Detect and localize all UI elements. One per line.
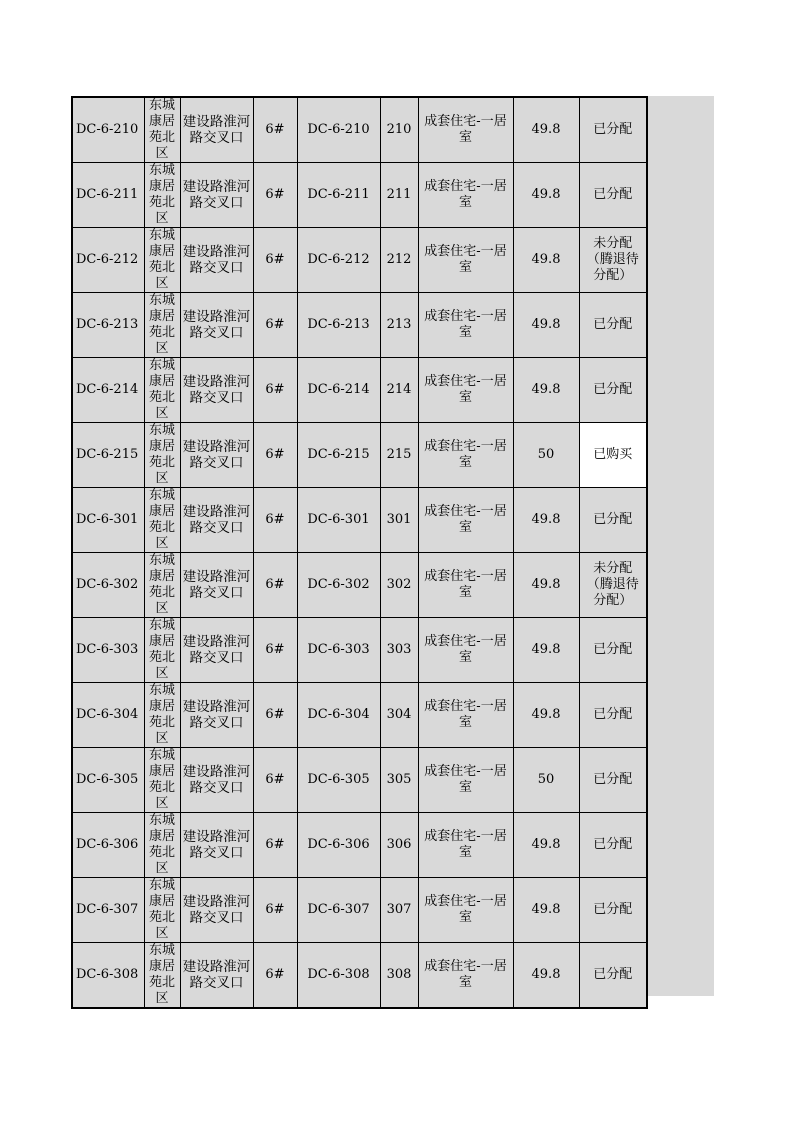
building-cell: 6# bbox=[253, 553, 297, 618]
table-row bbox=[72, 358, 647, 423]
floor-area-cell: 49.8 bbox=[513, 878, 579, 943]
room-number-cell: 305 bbox=[380, 748, 418, 813]
room-number-cell: 307 bbox=[380, 878, 418, 943]
unit-code-cell: DC-6-303 bbox=[297, 618, 380, 683]
room-number-cell: 306 bbox=[380, 813, 418, 878]
allocation-status-cell: 已分配 bbox=[579, 293, 647, 358]
district-cell: 东城 康居 苑北 区 bbox=[144, 683, 180, 748]
table-row bbox=[72, 228, 647, 293]
house-type-cell: 成套住宅-一居 室 bbox=[418, 748, 513, 813]
district-cell: 东城 康居 苑北 区 bbox=[144, 293, 180, 358]
building-cell: 6# bbox=[253, 97, 297, 163]
unit-code-cell: DC-6-210 bbox=[297, 97, 380, 163]
district-cell: 东城 康居 苑北 区 bbox=[144, 488, 180, 553]
allocation-status-cell: 已分配 bbox=[579, 618, 647, 683]
building-cell: 6# bbox=[253, 228, 297, 293]
floor-area-cell: 49.8 bbox=[513, 228, 579, 293]
house-type-cell: 成套住宅-一居 室 bbox=[418, 618, 513, 683]
district-cell: 东城 康居 苑北 区 bbox=[144, 163, 180, 228]
allocation-status-cell: 已分配 bbox=[579, 748, 647, 813]
location-cell: 建设路淮河 路交叉口 bbox=[180, 878, 253, 943]
building-cell: 6# bbox=[253, 813, 297, 878]
unit-code-cell: DC-6-211 bbox=[297, 163, 380, 228]
location-cell: 建设路淮河 路交叉口 bbox=[180, 618, 253, 683]
allocation-status-cell: 已分配 bbox=[579, 163, 647, 228]
table-row bbox=[72, 943, 647, 1009]
house-type-cell: 成套住宅-一居 室 bbox=[418, 163, 513, 228]
building-cell: 6# bbox=[253, 943, 297, 1009]
table-row bbox=[72, 488, 647, 553]
district-cell: 东城 康居 苑北 区 bbox=[144, 97, 180, 163]
house-code-cell: DC-6-211 bbox=[72, 163, 144, 228]
location-cell: 建设路淮河 路交叉口 bbox=[180, 228, 253, 293]
house-code-cell: DC-6-215 bbox=[72, 423, 144, 488]
table-row bbox=[72, 553, 647, 618]
floor-area-cell: 49.8 bbox=[513, 553, 579, 618]
unit-code-cell: DC-6-308 bbox=[297, 943, 380, 1009]
building-cell: 6# bbox=[253, 683, 297, 748]
unit-code-cell: DC-6-213 bbox=[297, 293, 380, 358]
room-number-cell: 211 bbox=[380, 163, 418, 228]
district-cell: 东城 康居 苑北 区 bbox=[144, 423, 180, 488]
room-number-cell: 301 bbox=[380, 488, 418, 553]
house-code-cell: DC-6-214 bbox=[72, 358, 144, 423]
table-row bbox=[72, 163, 647, 228]
room-number-cell: 304 bbox=[380, 683, 418, 748]
allocation-status-cell: 未分配 （腾退待 分配） bbox=[579, 228, 647, 293]
allocation-status-cell: 已购买 bbox=[579, 423, 647, 488]
house-type-cell: 成套住宅-一居 室 bbox=[418, 358, 513, 423]
allocation-status-cell: 已分配 bbox=[579, 97, 647, 163]
house-type-cell: 成套住宅-一居 室 bbox=[418, 488, 513, 553]
table-row bbox=[72, 293, 647, 358]
floor-area-cell: 50 bbox=[513, 748, 579, 813]
district-cell: 东城 康居 苑北 区 bbox=[144, 553, 180, 618]
allocation-status-cell: 已分配 bbox=[579, 488, 647, 553]
table-row bbox=[72, 683, 647, 748]
floor-area-cell: 50 bbox=[513, 423, 579, 488]
house-type-cell: 成套住宅-一居 室 bbox=[418, 683, 513, 748]
house-code-cell: DC-6-303 bbox=[72, 618, 144, 683]
house-code-cell: DC-6-302 bbox=[72, 553, 144, 618]
building-cell: 6# bbox=[253, 748, 297, 813]
location-cell: 建设路淮河 路交叉口 bbox=[180, 97, 253, 163]
housing-allocation-table bbox=[71, 96, 648, 1009]
table-row bbox=[72, 813, 647, 878]
house-code-cell: DC-6-306 bbox=[72, 813, 144, 878]
room-number-cell: 215 bbox=[380, 423, 418, 488]
district-cell: 东城 康居 苑北 区 bbox=[144, 878, 180, 943]
location-cell: 建设路淮河 路交叉口 bbox=[180, 553, 253, 618]
floor-area-cell: 49.8 bbox=[513, 618, 579, 683]
house-code-cell: DC-6-210 bbox=[72, 97, 144, 163]
floor-area-cell: 49.8 bbox=[513, 813, 579, 878]
allocation-status-cell: 未分配 （腾退待 分配） bbox=[579, 553, 647, 618]
house-code-cell: DC-6-308 bbox=[72, 943, 144, 1009]
room-number-cell: 210 bbox=[380, 97, 418, 163]
allocation-status-cell: 已分配 bbox=[579, 358, 647, 423]
floor-area-cell: 49.8 bbox=[513, 943, 579, 1009]
table-row bbox=[72, 97, 647, 163]
house-type-cell: 成套住宅-一居 室 bbox=[418, 97, 513, 163]
building-cell: 6# bbox=[253, 358, 297, 423]
house-type-cell: 成套住宅-一居 室 bbox=[418, 943, 513, 1009]
room-number-cell: 214 bbox=[380, 358, 418, 423]
location-cell: 建设路淮河 路交叉口 bbox=[180, 943, 253, 1009]
location-cell: 建设路淮河 路交叉口 bbox=[180, 423, 253, 488]
floor-area-cell: 49.8 bbox=[513, 488, 579, 553]
unit-code-cell: DC-6-307 bbox=[297, 878, 380, 943]
building-cell: 6# bbox=[253, 293, 297, 358]
sheet-margin-strip bbox=[647, 96, 714, 996]
building-cell: 6# bbox=[253, 488, 297, 553]
table-body bbox=[72, 97, 647, 1008]
house-type-cell: 成套住宅-一居 室 bbox=[418, 553, 513, 618]
room-number-cell: 212 bbox=[380, 228, 418, 293]
unit-code-cell: DC-6-301 bbox=[297, 488, 380, 553]
district-cell: 东城 康居 苑北 区 bbox=[144, 943, 180, 1009]
allocation-status-cell: 已分配 bbox=[579, 813, 647, 878]
location-cell: 建设路淮河 路交叉口 bbox=[180, 813, 253, 878]
unit-code-cell: DC-6-305 bbox=[297, 748, 380, 813]
house-code-cell: DC-6-213 bbox=[72, 293, 144, 358]
room-number-cell: 303 bbox=[380, 618, 418, 683]
district-cell: 东城 康居 苑北 区 bbox=[144, 813, 180, 878]
location-cell: 建设路淮河 路交叉口 bbox=[180, 163, 253, 228]
unit-code-cell: DC-6-215 bbox=[297, 423, 380, 488]
room-number-cell: 302 bbox=[380, 553, 418, 618]
unit-code-cell: DC-6-214 bbox=[297, 358, 380, 423]
house-type-cell: 成套住宅-一居 室 bbox=[418, 813, 513, 878]
unit-code-cell: DC-6-306 bbox=[297, 813, 380, 878]
house-code-cell: DC-6-305 bbox=[72, 748, 144, 813]
allocation-status-cell: 已分配 bbox=[579, 683, 647, 748]
floor-area-cell: 49.8 bbox=[513, 358, 579, 423]
floor-area-cell: 49.8 bbox=[513, 97, 579, 163]
floor-area-cell: 49.8 bbox=[513, 683, 579, 748]
house-code-cell: DC-6-212 bbox=[72, 228, 144, 293]
unit-code-cell: DC-6-304 bbox=[297, 683, 380, 748]
floor-area-cell: 49.8 bbox=[513, 293, 579, 358]
table-row bbox=[72, 748, 647, 813]
location-cell: 建设路淮河 路交叉口 bbox=[180, 293, 253, 358]
unit-code-cell: DC-6-302 bbox=[297, 553, 380, 618]
building-cell: 6# bbox=[253, 163, 297, 228]
house-type-cell: 成套住宅-一居 室 bbox=[418, 228, 513, 293]
room-number-cell: 308 bbox=[380, 943, 418, 1009]
location-cell: 建设路淮河 路交叉口 bbox=[180, 488, 253, 553]
house-type-cell: 成套住宅-一居 室 bbox=[418, 293, 513, 358]
house-type-cell: 成套住宅-一居 室 bbox=[418, 423, 513, 488]
allocation-status-cell: 已分配 bbox=[579, 943, 647, 1009]
building-cell: 6# bbox=[253, 423, 297, 488]
location-cell: 建设路淮河 路交叉口 bbox=[180, 748, 253, 813]
house-code-cell: DC-6-307 bbox=[72, 878, 144, 943]
table-row bbox=[72, 618, 647, 683]
location-cell: 建设路淮河 路交叉口 bbox=[180, 358, 253, 423]
table-row bbox=[72, 878, 647, 943]
room-number-cell: 213 bbox=[380, 293, 418, 358]
house-code-cell: DC-6-304 bbox=[72, 683, 144, 748]
table-row bbox=[72, 423, 647, 488]
unit-code-cell: DC-6-212 bbox=[297, 228, 380, 293]
district-cell: 东城 康居 苑北 区 bbox=[144, 748, 180, 813]
location-cell: 建设路淮河 路交叉口 bbox=[180, 683, 253, 748]
district-cell: 东城 康居 苑北 区 bbox=[144, 358, 180, 423]
floor-area-cell: 49.8 bbox=[513, 163, 579, 228]
district-cell: 东城 康居 苑北 区 bbox=[144, 618, 180, 683]
building-cell: 6# bbox=[253, 618, 297, 683]
house-type-cell: 成套住宅-一居 室 bbox=[418, 878, 513, 943]
building-cell: 6# bbox=[253, 878, 297, 943]
house-code-cell: DC-6-301 bbox=[72, 488, 144, 553]
district-cell: 东城 康居 苑北 区 bbox=[144, 228, 180, 293]
allocation-status-cell: 已分配 bbox=[579, 878, 647, 943]
